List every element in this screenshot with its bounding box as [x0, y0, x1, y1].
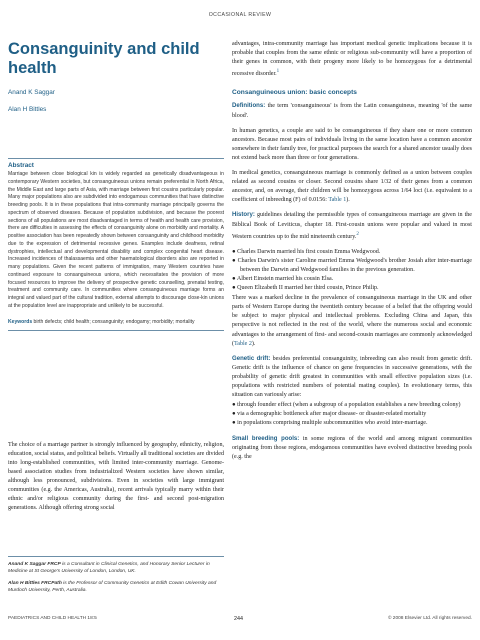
- bullet-text: Albert Einstein married his cousin Elsa.: [236, 276, 334, 282]
- abstract-section: [8, 158, 224, 331]
- abstract-top-rule: [8, 158, 224, 159]
- affiliation-1: [8, 561, 224, 576]
- page-number: 244: [234, 616, 243, 622]
- title-line-2: health: [8, 59, 57, 77]
- table-1-link[interactable]: Table 1: [328, 197, 347, 204]
- title-line-1: Consanguinity and child: [8, 40, 200, 58]
- paragraph-advantages: [232, 40, 472, 79]
- decline-end: ).: [251, 340, 256, 347]
- list-item: ● Charles Darwin married his first cousin Emma Wedgwood.: [232, 248, 381, 255]
- section-label: OCCASIONAL REVIEW: [208, 12, 272, 18]
- paragraph-genetic-drift: [232, 355, 472, 400]
- paragraph-decline: [232, 294, 472, 349]
- aff1-name: Anand K Saggar FRCP: [8, 562, 61, 567]
- ref-1[interactable]: 1: [276, 69, 280, 75]
- genetic-drift-label: Genetic drift:: [232, 355, 271, 362]
- medical-end: ).: [346, 197, 350, 204]
- list-item: ● through founder effect (when a subgroup of a population establishes a new breeding colony): [232, 402, 461, 409]
- small-breeding-text: in some regions of the world and among migrant communities originating from those regions, endogamous communities have evolved distinctive breeding pools (e.g. the: [232, 435, 473, 460]
- paragraph-history: [232, 211, 472, 241]
- abstract-text: Marriage between close biological kin is widely regarded as genetically disadvantageous in contemporary Western societies, but consanguineous unions remain preferential in North Africa, the Middle East and large parts of Asia, with marriage between first cousins particularly popular. Many major populations also are subdivided into endogamous communities that have distinctive breeding pools. It is in these populations that intra-community marriage principally governs the spectrum of observed diseases. Because of population subdivision, and because the poorest sections of all populations are most disadvantaged in terms of health and health care provision, there are difficulties in assessing the effects of consanguinity alone on morbidity and mortality. A positive association has been repeatedly shown between consanguinity and childhood morbidity due to the expression of detrimental recessive genes. Examples include deafness, retinal dystrophies, intellectual and developmental disability and complex congenital heart disease. Increased incidences of thalassaemia and other haematological disorders also are reported in many populations. Given the recent patterns of immigration, many Western countries have continued exposure to consanguineous unions, which necessitates the provision of more focused resources to improve the delivery of prospective genetic counselling, prenatal testing, treatment and community care. In communities where consanguineous marriage forms an integral and valued part of the cultural tradition, external attempts to discourage close-kin unions at the population level are inappropriate and unlikely to be successful.: [8, 171, 224, 309]
- bullet-text: via a demographic bottleneck after major disease- or disaster-related mortality: [237, 411, 427, 418]
- table-2-link[interactable]: Table 2: [234, 340, 252, 347]
- aff2-name: Alan H Bittles FRCPath: [8, 580, 62, 586]
- decline-text: There was a marked decline in the prevalence of consanguineous marriage in the UK and other parts of Western Europe during the twentieth century because of a belief that the offspring would be subject to major physical and intellectual problems. Excluding China and Japan, this perspective is not reflected in the rest of the world, where the numerous social and economic advantages to the arrangement of first- and second-cousin marriages are commonly acknowledged (: [232, 295, 472, 347]
- bullet-text: Charles Darwin's sister Caroline married Emma Wedgwood's brother Josiah after inter-marriage between the Darwin and Wedgwood families in the previous generation.: [237, 257, 472, 273]
- history-text: guidelines detailing the permissible types of consanguineous marriage are given in the Biblical Book of Leviticus, chapter 18. First-cousin unions were popular and valued in most Western countries up to the mid nineteenth century.: [232, 212, 472, 240]
- paragraph-definitions: [232, 102, 472, 120]
- intro-paragraph: The choice of a marriage partner is strongly influenced by geography, ethnicity, religion, education, social status, and political beliefs. Virtually all traditional societies are divided into long-established communities, with limited inter-community marriage. Genome-based association studies from industrialized Western societies have shown similar, although less pronounced, subdivisions. Even in societies with large immigrant communities (e.g. the Americas, Australia), recent arrivals typically marry within their ethnic and/or religious community during the first- and second post-migration generations. Although offering strong social: [8, 442, 224, 511]
- list-item: ● Albert Einstein married his cousin Elsa.: [232, 276, 334, 282]
- definitions-label: Definitions:: [232, 103, 266, 110]
- article-title: [8, 40, 224, 78]
- paragraph-small-breeding-pools: [232, 435, 472, 462]
- medical-text: In medical genetics, consanguineous marriage is commonly defined as a union between couples related as second cousins or closer. Second cousins share 1/32 of their genes from a common ancestor, and, on average, their children will be homozygous across 1/64 loci (i.e. equivalent to a coefficient of inbreeding (F) of 0.0156:: [232, 170, 472, 204]
- paragraph-human-genetics: In human genetics, a couple are said to be consanguineous if they share one or more common ancestors. Because most pairs of individuals living in the same location have a common ancestor somewhere in their family tree, for practical purposes the search for a shared ancestor usually does not extend back more than three or four generations.: [232, 127, 472, 161]
- keywords-list: birth defects; child health; consanguinity; endogamy; morbidity; mortality: [33, 318, 195, 325]
- drift-bullets: [232, 401, 472, 428]
- affiliation-2: [8, 580, 224, 595]
- bullet-text: Charles Darwin married his first cousin Emma Wedgwood.: [237, 248, 381, 255]
- affiliations: [8, 556, 224, 595]
- bullet-text: through founder effect (when a subgroup of a population establishes a new breeding colony): [237, 402, 461, 409]
- aff2-text: is the Professor of Community Genetics at Edith Cowan University and Murdoch University, Perth, Australia.: [8, 580, 217, 594]
- journal-name: PAEDIATRICS AND CHILD HEALTH 18:5: [8, 616, 97, 621]
- list-item: ● via a demographic bottleneck after major disease- or disaster-related mortality: [232, 411, 427, 418]
- abstract-bottom-rule: [8, 330, 224, 331]
- keywords: [8, 319, 224, 327]
- title-block: [8, 40, 224, 113]
- history-label: History:: [232, 212, 255, 219]
- list-item: ● Queen Elizabeth II married her third cousin, Prince Philip.: [232, 285, 379, 292]
- small-breeding-label: Small breeding pools:: [232, 435, 300, 442]
- author-1: Anand K Saggar: [8, 89, 55, 96]
- genetic-drift-text: besides preferential consanguinity, inbreeding can also result from genetic drift. Genetic drift is the influence of chance on gene frequencies in successive generations, with the probability of genetic drift greatest in communities with small effective population sizes (i.e. populations with restricted numbers of potential mating couples). In evolutionary terms, this situation can variously arise:: [232, 355, 473, 399]
- ref-2[interactable]: 2: [356, 231, 359, 237]
- copyright: © 2008 Elsevier Ltd. All rights reserved.: [387, 616, 472, 621]
- definitions-text: the term 'consanguineous' is from the Latin consanguineus, meaning 'of the same blood'.: [232, 103, 472, 119]
- bullet-text: in populations comprising multiple subcommunities who avoid inter-marriage.: [237, 420, 428, 427]
- paragraph-medical-genetics: [232, 169, 472, 205]
- bullet-text: Queen Elizabeth II married her third cousin, Prince Philip.: [237, 285, 379, 292]
- list-item: ● in populations comprising multiple subcommunities who avoid inter-marriage.: [232, 420, 428, 427]
- author-2: Alan H Bittles: [8, 106, 47, 113]
- section-heading: Consanguineous union: basic concepts: [232, 89, 357, 97]
- list-item: ● Charles Darwin's sister Caroline married Emma Wedgwood's brother Josiah after inter-marriage between the Darwin and Wedgwood families in the previous generation.: [232, 257, 472, 273]
- history-bullets: [232, 248, 472, 293]
- keywords-label: Keywords: [8, 318, 33, 325]
- right-column: [232, 40, 472, 468]
- aff1-text: is a Consultant in Clinical Genetics, and Honorary Senior Lecturer in Medicine at St George's University of London, London, UK.: [8, 562, 210, 575]
- advantages-text: advantages, intra-community marriage has important medical genetic implications because it is probable that couples from the same ethnic or religious sub-community will have a proportion of their genes in common, with their progeny more likely to be homozygous for a detrimental recessive disorder.: [232, 41, 472, 78]
- affiliation-rule: [8, 556, 224, 557]
- abstract-heading: Abstract: [8, 162, 34, 169]
